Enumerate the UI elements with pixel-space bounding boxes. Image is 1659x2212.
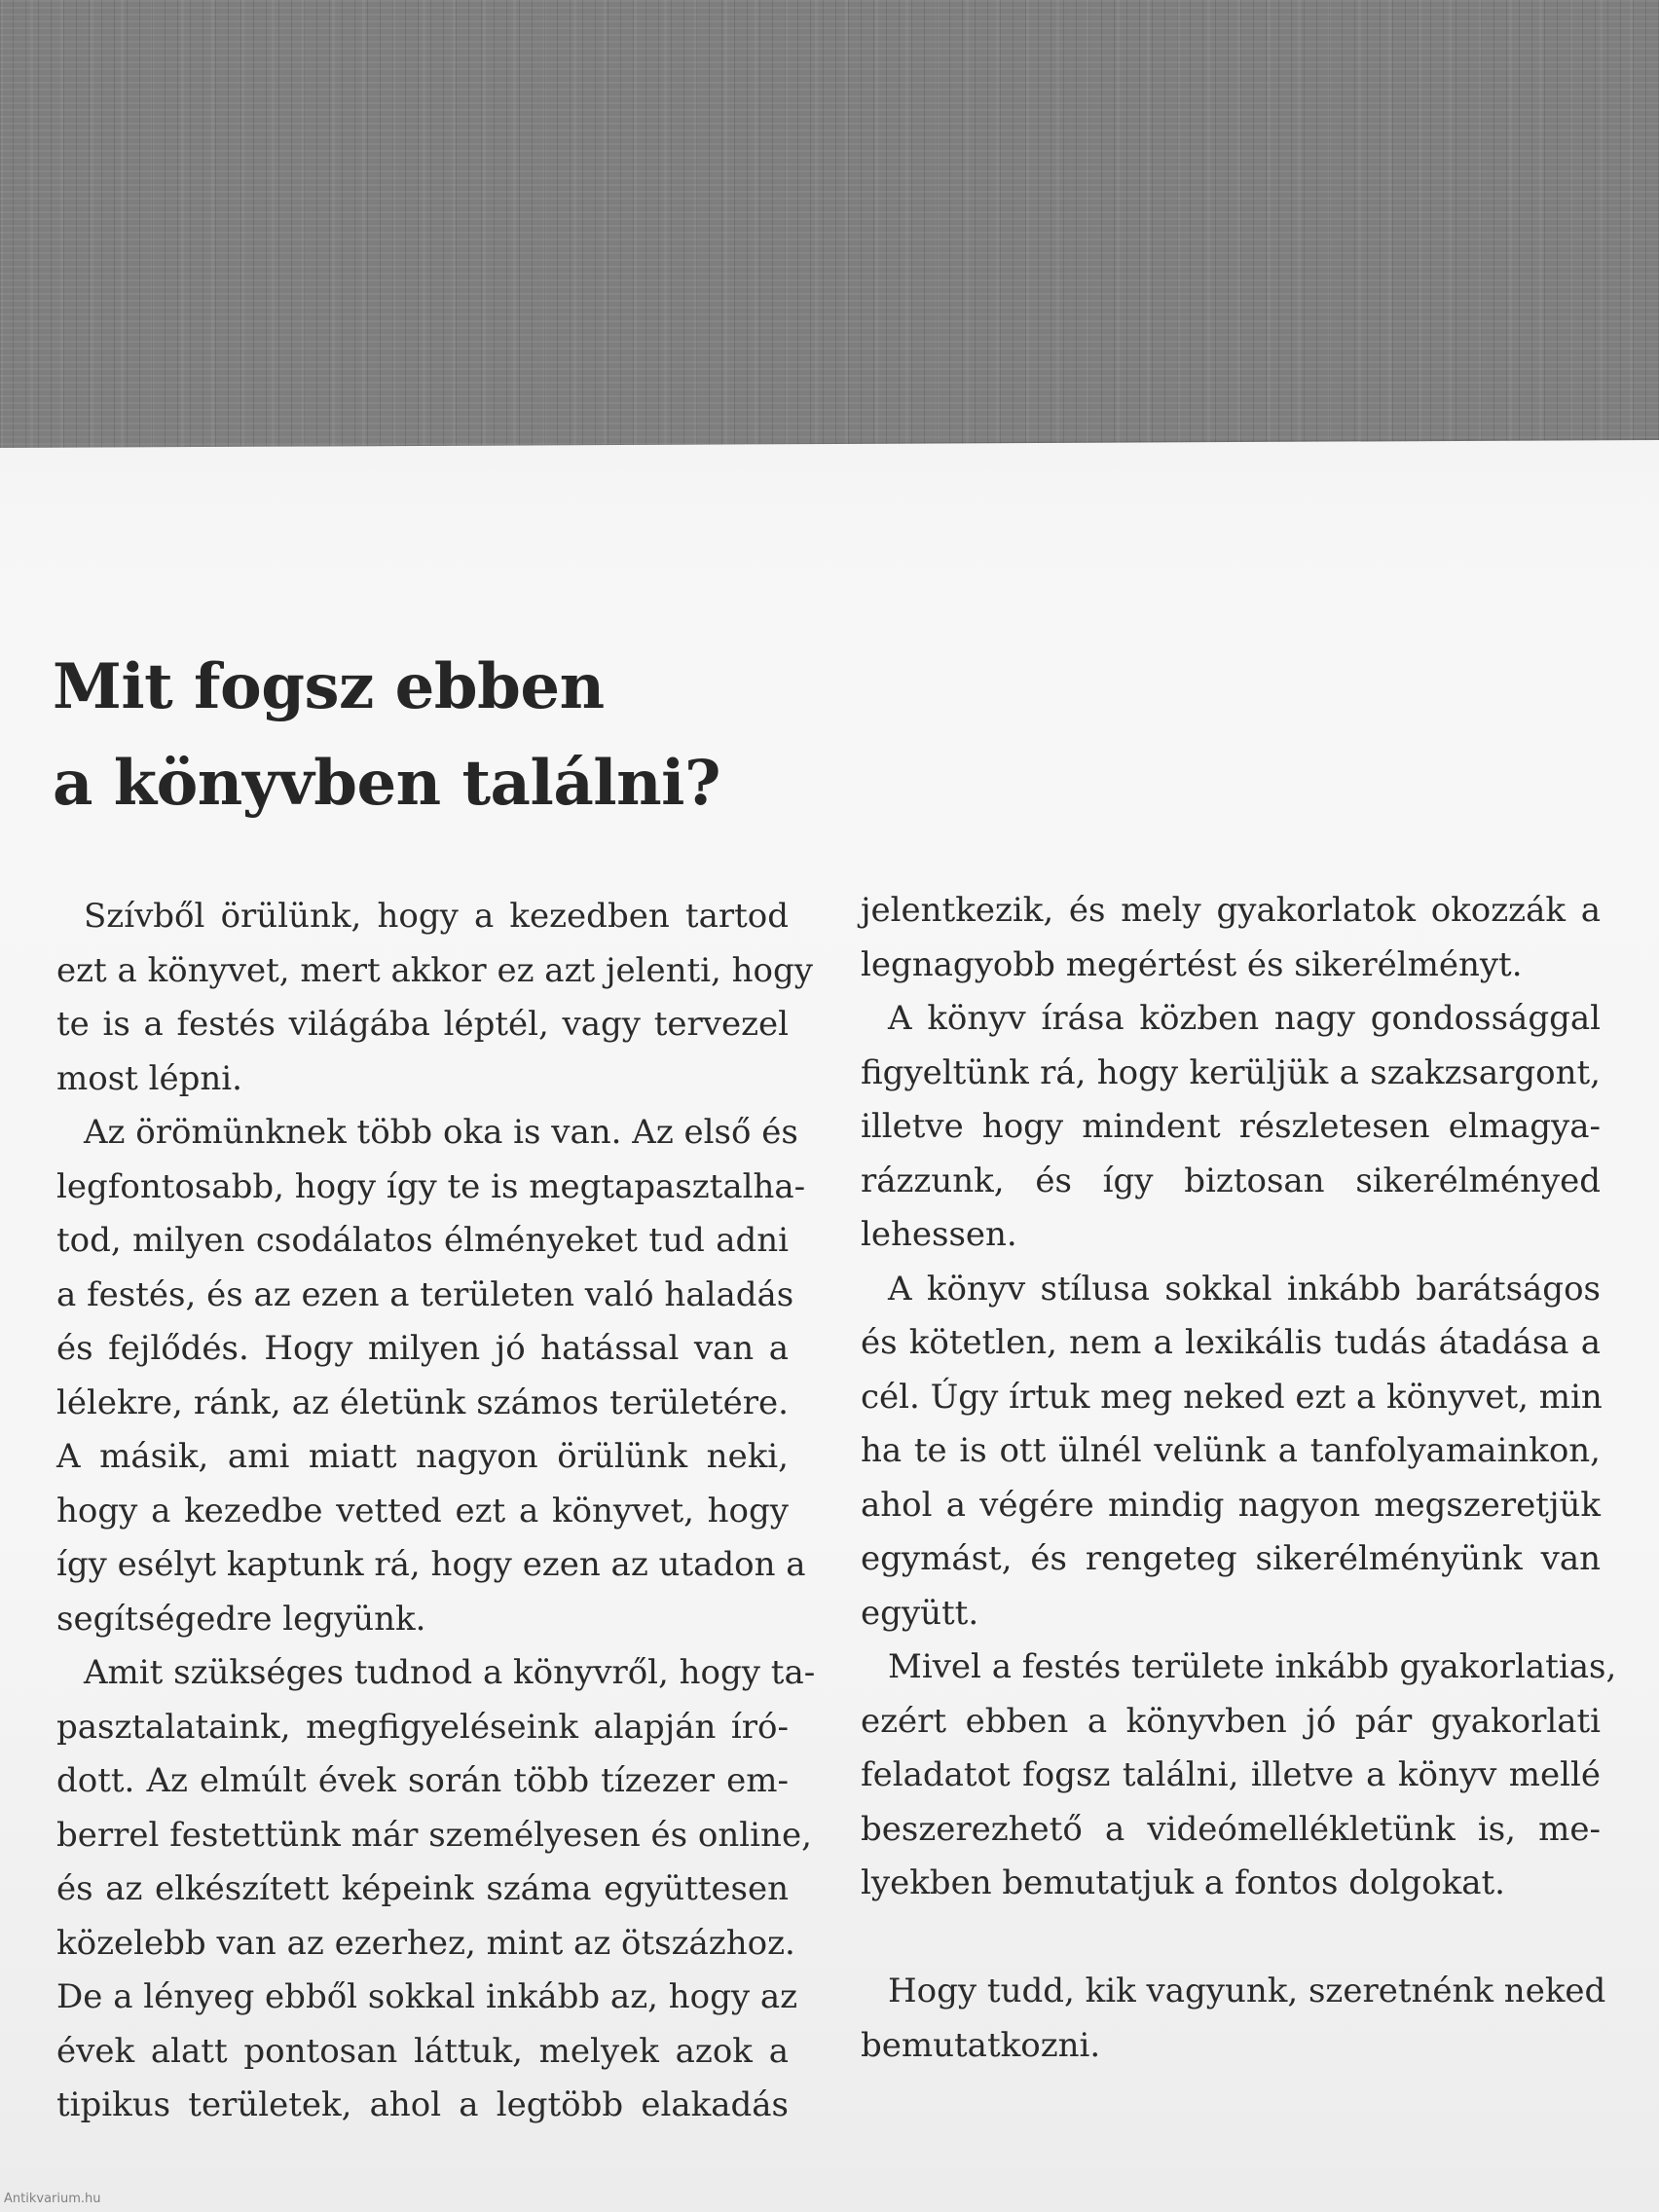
text-line: berrel festettünk már személyesen és online, <box>56 1815 812 1855</box>
text-line: közelebb van az ezerhez, mint az ötszázhoz. <box>56 1923 795 1963</box>
text-line: és kötetlen, nem a lexikális tudás átadása a <box>861 1323 1601 1362</box>
paragraph-gap <box>861 1911 1601 1966</box>
text-line: feladatot fogsz találni, illetve a könyv mellé <box>861 1755 1601 1794</box>
text-line: lyekben bemutatjuk a fontos dolgokat. <box>861 1863 1505 1902</box>
title-line-2: a könyvben találni? <box>53 747 720 820</box>
text-line: A könyv írása közben nagy gondossággal <box>888 999 1601 1038</box>
text-line: évek alatt pontosan láttuk, melyek azok a <box>56 2031 789 2071</box>
text-line: tod, milyen csodálatos élményeket tud adni <box>56 1221 789 1260</box>
text-line: lélekre, ránk, az életünk számos területére. <box>56 1382 789 1422</box>
text-line: együtt. <box>861 1593 979 1633</box>
text-line: figyeltünk rá, hogy kerüljük a szakzsargont, <box>861 1052 1601 1092</box>
text-line: ha te is ott ülnél velünk a tanfolyamainkon, <box>861 1431 1601 1470</box>
text-line: legnagyobb megértést és sikerélményt. <box>861 944 1523 984</box>
text-line: Hogy tudd, kik vagyunk, szeretnénk neked <box>888 1972 1606 2010</box>
text-line: Szívből örülünk, hogy a kezedben tartod <box>84 897 789 936</box>
text-line: és az elkészített képeink száma együttesen <box>56 1869 789 1908</box>
text-line: ahol a végére mindig nagyon megszeretjük <box>861 1485 1601 1525</box>
text-line: bemutatkozni. <box>861 2025 1101 2065</box>
text-line: beszerezhető a videómellékletünk is, me- <box>861 1809 1601 1849</box>
text-line: ezért ebben a könyvben jó pár gyakorlati <box>861 1701 1601 1741</box>
text-line: Amit szükséges tudnod a könyvről, hogy ta- <box>84 1653 816 1692</box>
text-line: rázzunk, és így biztosan sikerélményed <box>861 1161 1601 1200</box>
text-line: lehessen. <box>861 1215 1017 1254</box>
text-line: illetve hogy mindent részletesen elmagya- <box>861 1107 1601 1146</box>
watermark-text: Antikvarium.hu <box>4 2192 101 2206</box>
right-text-column <box>861 884 1617 2073</box>
text-line: cél. Úgy írtuk meg neked ezt a könyvet, min <box>861 1377 1603 1417</box>
text-line: legfontosabb, hogy így te is megtapasztalha- <box>56 1166 806 1206</box>
left-text-column <box>56 890 816 2133</box>
text-line: te is a festés világába léptél, vagy tervezel <box>56 1005 789 1044</box>
text-line: ezt a könyvet, mert akkor ez azt jelenti, hogy <box>56 950 814 990</box>
text-line: és fejlődés. Hogy milyen jó hatással van a <box>56 1329 789 1368</box>
text-line: tipikus területek, ahol a legtöbb elakadás <box>56 2085 789 2124</box>
text-line: dott. Az elmúlt évek során több tízezer em- <box>56 1761 789 1800</box>
text-line: segítségedre legyünk. <box>56 1599 426 1639</box>
text-line: Az örömünknek több oka is van. Az első és <box>84 1113 798 1152</box>
title-line-1: Mit fogsz ebben <box>53 650 605 723</box>
text-line: így esélyt kaptunk rá, hogy ezen az utadon a <box>56 1545 806 1584</box>
text-line: A könyv stílusa sokkal inkább barátságos <box>888 1269 1601 1309</box>
text-line: most lépni. <box>56 1058 242 1098</box>
text-line: A másik, ami miatt nagyon örülünk neki, <box>56 1437 789 1476</box>
text-line: jelentkezik, és mely gyakorlatok okozzák a <box>861 891 1601 930</box>
page-title <box>53 639 720 831</box>
text-line: egymást, és rengeteg sikerélményünk van <box>861 1539 1601 1578</box>
text-line: De a lényeg ebből sokkal inkább az, hogy az <box>56 1977 798 2016</box>
text-line: a festés, és az ezen a területen való haladás <box>56 1274 794 1314</box>
text-line: Mivel a festés területe inkább gyakorlatias, <box>888 1647 1617 1686</box>
text-line: pasztalataink, megfigyeléseink alapján író- <box>56 1707 789 1747</box>
text-line: hogy a kezedbe vetted ezt a könyvet, hogy <box>56 1491 789 1530</box>
